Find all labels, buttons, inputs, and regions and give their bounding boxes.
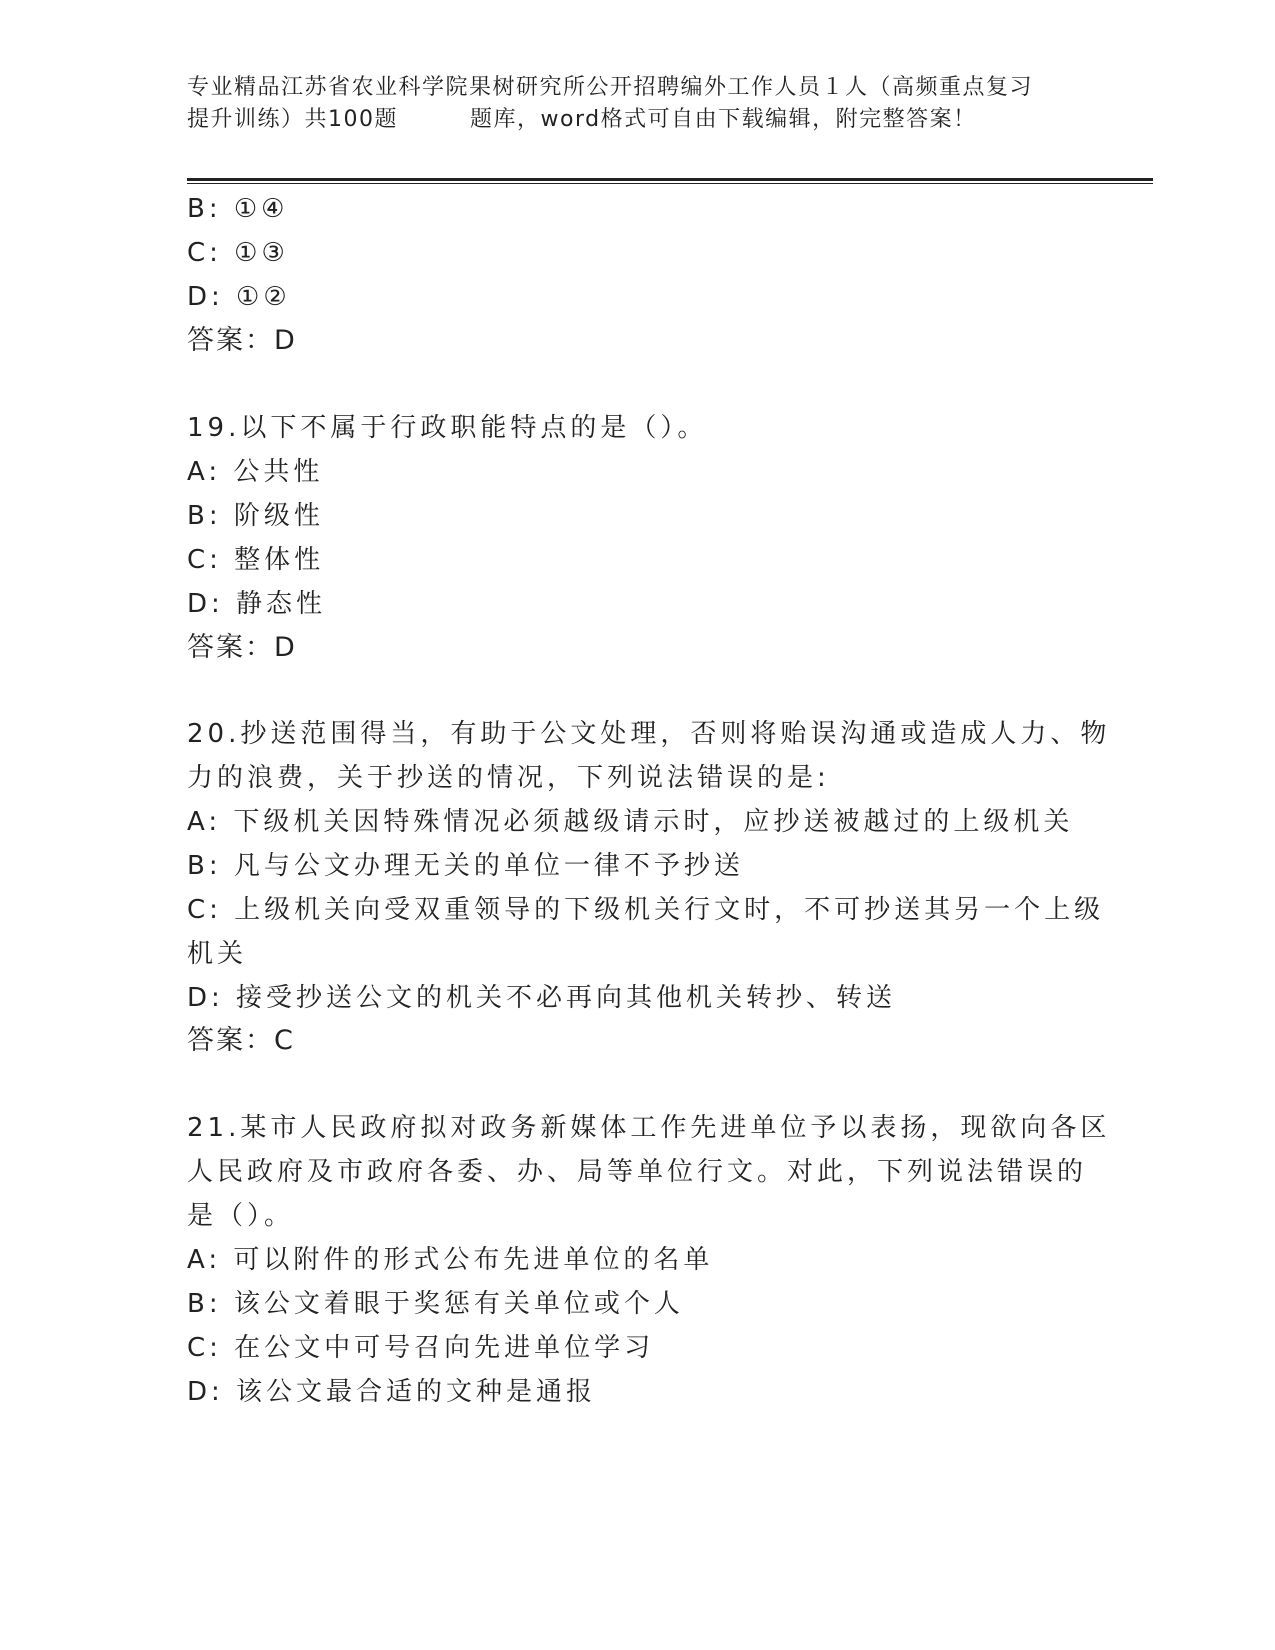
q18-option-b: B: ①④ xyxy=(187,194,289,224)
q21-stem-line-3: 是（）。 xyxy=(187,1201,295,1231)
q20-option-d: D: 接受抄送公文的机关不必再向其他机关转抄、转送 xyxy=(187,983,897,1013)
header-rule-thick xyxy=(187,178,1153,181)
header-line-2-left: 提升训练）共100题 xyxy=(187,107,398,132)
q19-option-c: C: 整体性 xyxy=(187,545,325,575)
q20-stem-line-1: 20.抄送范围得当，有助于公文处理，否则将贻误沟通或造成人力、物 xyxy=(187,719,1111,749)
q21-stem-line-2: 人民政府及市政府各委、办、局等单位行文。对此，下列说法错误的 xyxy=(187,1157,1088,1187)
q20-option-c-line-1: C: 上级机关向受双重领导的下级机关行文时，不可抄送其另一个上级 xyxy=(187,895,1105,925)
q20-option-c-line-2: 机关 xyxy=(187,939,248,969)
q21-option-a: A: 可以附件的形式公布先进单位的名单 xyxy=(187,1245,714,1275)
q21-option-b: B: 该公文着眼于奖惩有关单位或个人 xyxy=(187,1289,684,1319)
q21-stem-line-1: 21.某市人民政府拟对政务新媒体工作先进单位予以表扬，现欲向各区 xyxy=(187,1113,1111,1143)
q20-answer: 答案：C xyxy=(187,1025,295,1056)
q18-option-d: D: ①② xyxy=(187,282,291,312)
q20-stem-line-2: 力的浪费，关于抄送的情况，下列说法错误的是: xyxy=(187,763,830,793)
q18-answer: 答案：D xyxy=(187,325,297,356)
q20-option-b: B: 凡与公文办理无关的单位一律不予抄送 xyxy=(187,851,744,881)
header-line-2-right: 题库，word格式可自由下载编辑，附完整答案！ xyxy=(470,107,977,132)
q19-answer: 答案：D xyxy=(187,632,297,663)
header-rule-thin xyxy=(187,183,1153,184)
q19-option-b: B: 阶级性 xyxy=(187,501,324,531)
q20-option-a: A: 下级机关因特殊情况必须越级请示时，应抄送被越过的上级机关 xyxy=(187,807,1074,837)
q21-option-c: C: 在公文中可号召向先进单位学习 xyxy=(187,1333,655,1363)
q19-option-a: A: 公共性 xyxy=(187,457,324,487)
header-line-1: 专业精品江苏省农业科学院果树研究所公开招聘编外工作人员１人（高频重点复习 xyxy=(187,75,1034,100)
q19-option-d: D: 静态性 xyxy=(187,589,327,619)
q19-stem: 19.以下不属于行政职能特点的是（）。 xyxy=(187,413,708,443)
q21-option-d: D: 该公文最合适的文种是通报 xyxy=(187,1377,597,1407)
q18-option-c: C: ①③ xyxy=(187,238,289,268)
header-line-2 xyxy=(187,104,1077,136)
document-header xyxy=(187,72,1077,136)
